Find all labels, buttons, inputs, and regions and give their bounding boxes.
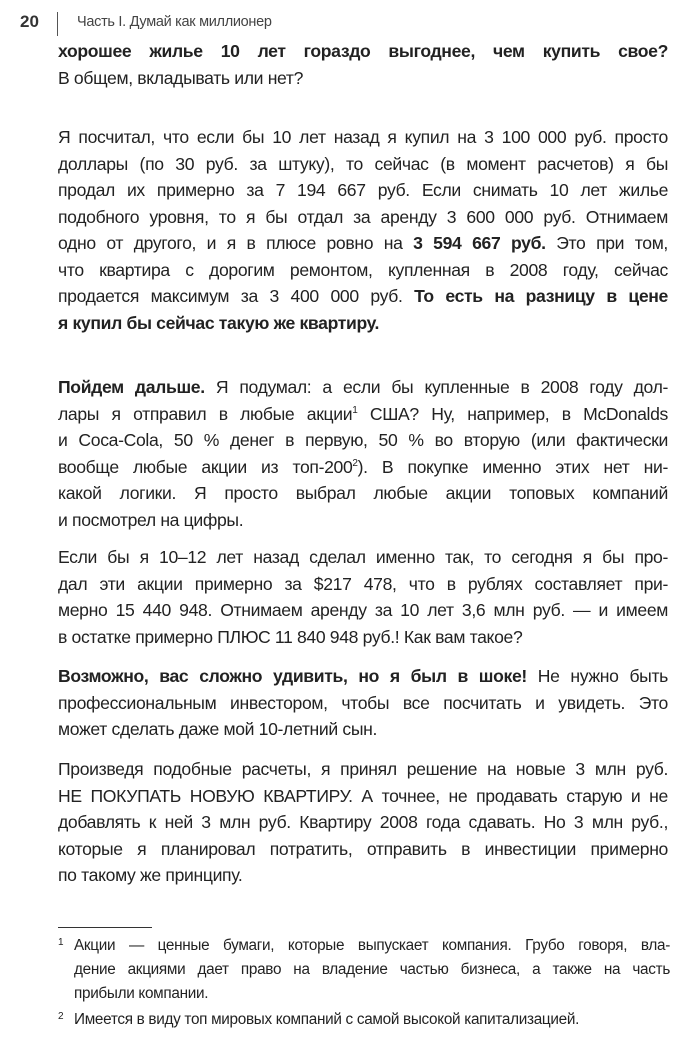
text-line	[58, 230, 668, 257]
text-line	[58, 480, 668, 507]
footnote-number: 2	[58, 1011, 64, 1022]
text-line	[58, 65, 668, 92]
text-line	[58, 177, 668, 204]
text: которые я планировал потратить, отправить в инвестиции примерно	[58, 838, 668, 859]
footnote-line: дение акциями дает право на владение частью бизнеса, а также на часть	[74, 961, 670, 978]
text-line	[58, 507, 668, 534]
text: Произведя подобные расчеты, я принял решение на новые 3 млн руб.	[58, 759, 668, 779]
footnote-line: Акции — ценные бумаги, которые выпускает компания. Грубо говоря, вла-	[74, 937, 670, 954]
footnote-ref: 1	[352, 404, 358, 416]
text-line	[58, 716, 668, 743]
bold-text: хорошее жилье 10 лет гораздо выгоднее, чем купить свое?	[58, 41, 668, 61]
text-line	[58, 283, 668, 310]
text-line	[58, 862, 668, 889]
text-line	[58, 257, 668, 284]
text-line	[58, 809, 668, 836]
bold-text: Пойдем дальше.	[58, 377, 205, 397]
page-number: 20	[20, 12, 39, 31]
paragraph	[58, 38, 668, 91]
footnote-rule	[58, 927, 152, 928]
running-header-chapter: Часть I. Думай как миллионер	[77, 14, 272, 30]
text: доллары (по 30 руб. за штуку), то сейчас (в момент расчетов) я бы	[58, 153, 668, 174]
text: мерно 15 440 948. Отнимаем аренду за 10 лет 3,6 млн руб. — и имеем	[58, 600, 668, 620]
text: ). В покупке именно этих нет ни-	[357, 456, 668, 477]
text-line	[58, 836, 668, 863]
text-line	[58, 624, 668, 651]
text: что квартира с дорогим ремонтом, купленная в 2008 году, сейчас	[58, 259, 668, 280]
paragraph	[58, 124, 668, 336]
text-line	[58, 454, 668, 481]
bold-text: То есть на разницу в цене	[414, 286, 668, 306]
text-line	[58, 427, 668, 454]
footnote-line: Имеется в виду топ мировых компаний с самой высокой капитализацией.	[74, 1011, 580, 1028]
text-line	[58, 401, 668, 428]
paragraph	[58, 544, 668, 650]
text: НЕ ПОКУПАТЬ НОВУЮ КВАРТИРУ. А точнее, не продавать старую и не	[58, 785, 668, 806]
footnote	[58, 934, 670, 1006]
text: В общем, вкладывать или нет?	[58, 67, 304, 88]
text: Я подумал: а если бы купленные в 2008 году дол-	[204, 377, 668, 397]
header-divider	[57, 12, 58, 36]
text-line	[58, 124, 668, 151]
text-line	[58, 310, 668, 337]
text: может сделать даже мой 10-летний сын.	[58, 719, 378, 739]
text-line	[58, 374, 668, 401]
text-line	[58, 690, 668, 717]
text: США? Ну, например, в McDonalds	[357, 403, 668, 424]
footnote-ref: 2	[352, 457, 358, 469]
text: лары я отправил в любые акции	[58, 403, 353, 424]
text: вообще любые акции из топ-200	[58, 456, 353, 477]
footnote-line: прибыли компании.	[74, 985, 209, 1002]
text-line	[58, 571, 668, 598]
text-line	[58, 756, 668, 783]
text: Я посчитал, что если бы 10 лет назад я купил на 3 100 000 руб. просто	[58, 127, 668, 147]
text: профессиональным инвестором, чтобы все посчитать и увидеть. Это	[58, 692, 668, 713]
text: и Coca-Cola, 50 % денег в первую, 50 % во вторую (или фактически	[58, 430, 668, 450]
text: в остатке примерно ПЛЮС 11 840 948 руб.! Как вам такое?	[58, 626, 523, 647]
text-line	[58, 151, 668, 178]
bold-text: 3 594 667 руб.	[413, 233, 546, 253]
text: добавлять к ней 3 млн руб. Квартиру 2008 года сдавать. Но 3 млн руб.,	[58, 812, 668, 832]
text: Не нужно быть	[526, 666, 668, 686]
footnote	[58, 1008, 670, 1032]
paragraph	[58, 374, 668, 533]
text-line	[58, 597, 668, 624]
text: и посмотрел на цифры.	[58, 509, 244, 530]
text: продается максимум за 3 400 000 руб.	[58, 286, 415, 306]
text-line	[58, 204, 668, 231]
text: подобного уровня, то я бы отдал за аренду 3 600 000 руб. Отнимаем	[58, 206, 668, 227]
text-line	[58, 783, 668, 810]
text: по такому же принципу.	[58, 865, 243, 885]
text-line	[58, 663, 668, 690]
bold-text: Возможно, вас сложно удивить, но я был в шоке!	[58, 666, 527, 686]
paragraph	[58, 663, 668, 743]
text: Это при том,	[545, 233, 668, 253]
text: продал их примерно за 7 194 667 руб. Если снимать 10 лет жилье	[58, 180, 668, 200]
text: одно от другого, и я в плюсе ровно на	[58, 233, 414, 253]
footnote-number: 1	[58, 937, 64, 948]
bold-text: я купил бы сейчас такую же квартиру.	[58, 312, 380, 333]
text-line	[58, 544, 668, 571]
paragraph	[58, 756, 668, 889]
text: какой логики. Я просто выбрал любые акции топовых компаний	[58, 483, 668, 503]
text: дал эти акции примерно за $217 478, что в рублях составляет при-	[58, 573, 668, 594]
text: Если бы я 10–12 лет назад сделал именно так, то сегодня я бы про-	[58, 547, 668, 567]
text-line	[58, 38, 668, 65]
